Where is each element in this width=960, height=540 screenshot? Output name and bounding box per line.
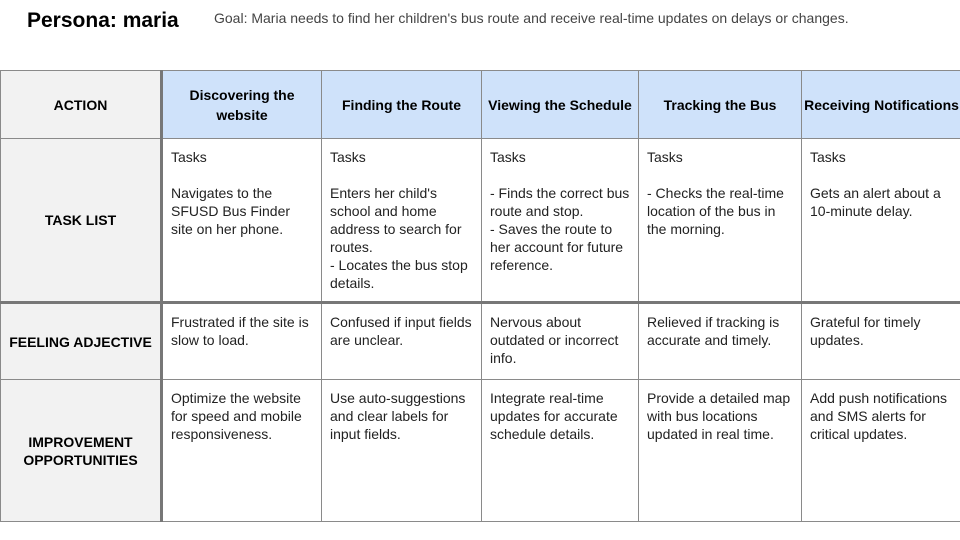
stage-header-row [1, 71, 960, 139]
feeling-cell-viewing-schedule [482, 303, 639, 380]
task-text: Gets an alert about a 10-minute delay. [810, 185, 941, 219]
action-header-label: ACTION [53, 96, 108, 113]
task-text: Navigates to the SFUSD Bus Finder site on her phone. [171, 185, 291, 237]
task-list-label: TASK LIST [44, 212, 117, 228]
task-cell-notifications [802, 139, 960, 303]
journey-map-table [0, 70, 960, 522]
tasks-heading: Tasks [171, 149, 207, 165]
feeling-cell-notifications [802, 303, 960, 380]
goal-statement: Goal: Maria needs to find her children's bus route and receive real-time updates on delays or changes. [214, 10, 849, 26]
task-list-row [1, 139, 960, 303]
tasks-heading: Tasks [330, 149, 366, 165]
task-text: - Finds the correct bus route and stop. - Saves the route to her account for future reference. [490, 185, 630, 273]
stage-header-viewing-schedule: Viewing the Schedule [482, 71, 639, 139]
improvement-cell-finding-route [322, 380, 482, 522]
improvement-row [1, 380, 960, 522]
task-text: - Checks the real-time location of the bus in the morning. [647, 185, 784, 237]
tasks-heading: Tasks [810, 149, 846, 165]
task-cell-discovering [162, 139, 322, 303]
task-text: Enters her child's school and home address to search for routes. - Locates the bus stop details. [330, 185, 468, 291]
improvement-label: IMPROVEMENT OPPORTUNITIES [23, 433, 138, 468]
feeling-text: Nervous about outdated or incorrect info. [490, 314, 619, 366]
task-cell-finding-route [322, 139, 482, 303]
feeling-label: FEELING ADJECTIVE [9, 333, 152, 350]
stage-header-notifications: Receiving Notifications [802, 71, 960, 139]
improvement-cell-viewing-schedule [482, 380, 639, 522]
task-list-row-header [1, 139, 162, 303]
feeling-cell-discovering [162, 303, 322, 380]
improvement-text: Optimize the website for speed and mobile responsiveness. [171, 390, 302, 442]
feeling-text: Confused if input fields are unclear. [330, 314, 472, 348]
task-cell-tracking-bus [639, 139, 802, 303]
improvement-cell-tracking-bus [639, 380, 802, 522]
stage-header-discovering: Discovering the website [162, 71, 322, 139]
improvement-text: Use auto-suggestions and clear labels for input fields. [330, 390, 466, 442]
feeling-cell-tracking-bus [639, 303, 802, 380]
feeling-text: Relieved if tracking is accurate and timely. [647, 314, 780, 348]
improvement-text: Provide a detailed map with bus locations updated in real time. [647, 390, 791, 442]
persona-title: Persona: maria [27, 9, 179, 32]
improvement-cell-notifications [802, 380, 960, 522]
improvement-text: Add push notifications and SMS alerts for critical updates. [810, 390, 947, 442]
tasks-heading: Tasks [490, 149, 526, 165]
stage-header-finding-route: Finding the Route [322, 71, 482, 139]
feeling-text: Frustrated if the site is slow to load. [171, 314, 309, 348]
tasks-heading: Tasks [647, 149, 683, 165]
stage-header-tracking-bus: Tracking the Bus [639, 71, 802, 139]
feeling-text: Grateful for timely updates. [810, 314, 921, 348]
feeling-row-header [1, 303, 162, 380]
action-header-cell [1, 71, 162, 139]
improvement-row-header [1, 380, 162, 522]
improvement-cell-discovering [162, 380, 322, 522]
feeling-row [1, 303, 960, 380]
task-cell-viewing-schedule [482, 139, 639, 303]
feeling-cell-finding-route [322, 303, 482, 380]
improvement-text: Integrate real-time updates for accurate schedule details. [490, 390, 618, 442]
